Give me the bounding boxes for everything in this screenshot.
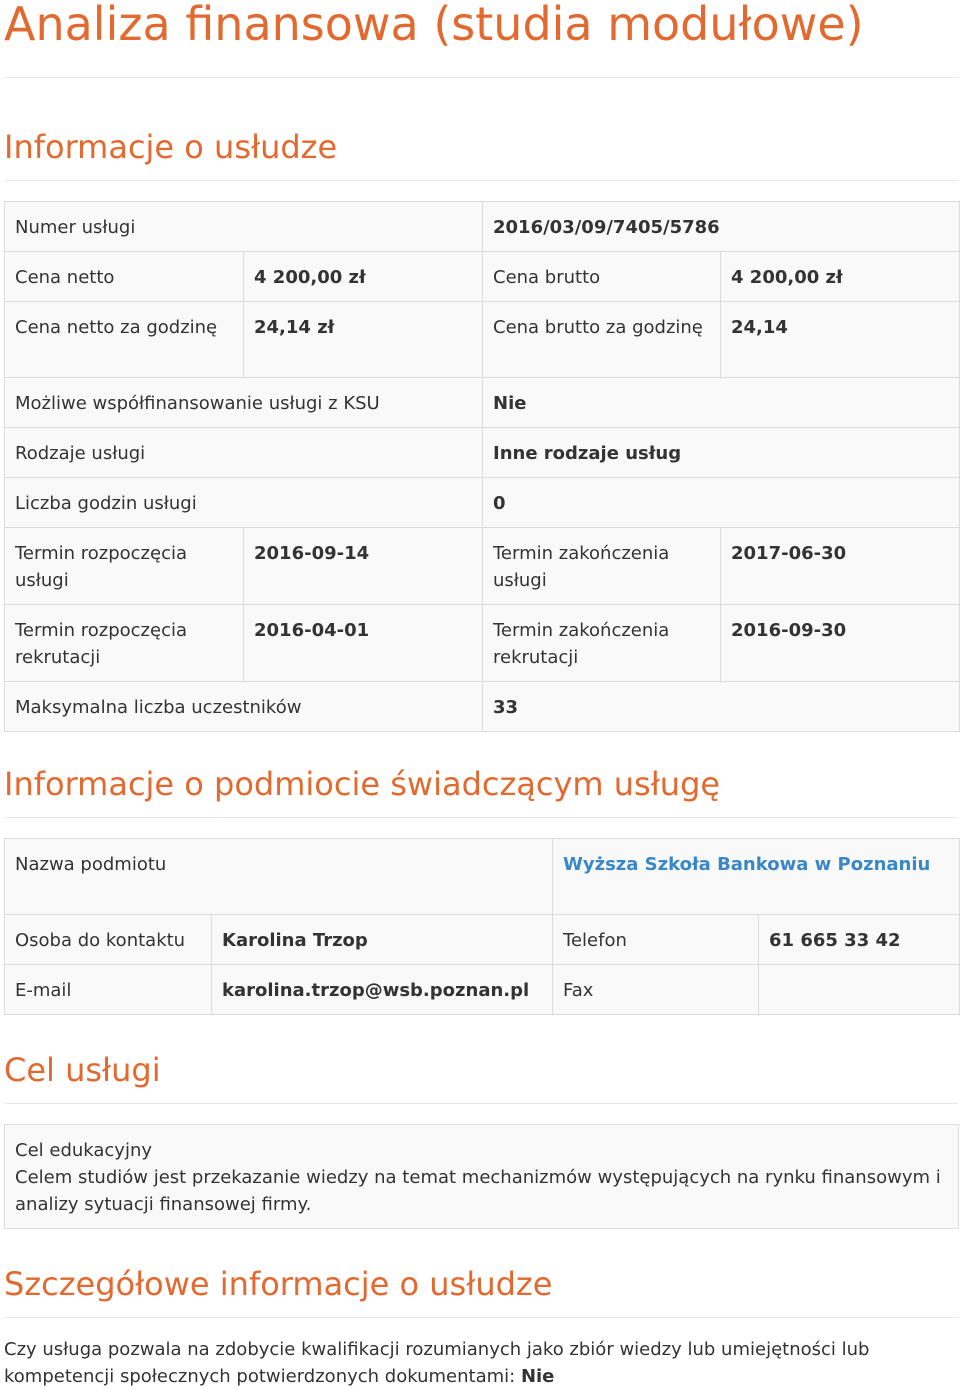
cena-brutto-h-label: Cena brutto za godzinę bbox=[483, 302, 721, 378]
cena-netto-label: Cena netto bbox=[5, 252, 244, 302]
nazwa-label: Nazwa podmiotu bbox=[5, 839, 553, 915]
provider-heading: Informacje o podmiocie świadczącym usługę bbox=[4, 765, 721, 803]
rodzaje-value: Inne rodzaje usług bbox=[483, 428, 960, 478]
row-termin-uslugi bbox=[5, 528, 960, 605]
rek-start-label: Termin rozpoczęcia rekrutacji bbox=[5, 605, 244, 682]
goal-box bbox=[4, 1124, 959, 1229]
fax-value bbox=[759, 965, 960, 1015]
row-termin-rekrutacji bbox=[5, 605, 960, 682]
title-divider bbox=[4, 77, 958, 78]
cena-netto-h-value: 24,14 zł bbox=[244, 302, 483, 378]
numer-label: Numer usługi bbox=[5, 202, 483, 252]
end-value: 2017-06-30 bbox=[721, 528, 960, 605]
provider-divider bbox=[4, 817, 958, 818]
godziny-value: 0 bbox=[483, 478, 960, 528]
cena-netto-h-label: Cena netto za godzinę bbox=[5, 302, 244, 378]
row-godziny bbox=[5, 478, 960, 528]
row-email bbox=[5, 965, 960, 1015]
row-max bbox=[5, 682, 960, 732]
details-question bbox=[4, 1336, 944, 1390]
email-label: E-mail bbox=[5, 965, 212, 1015]
row-rodzaje bbox=[5, 428, 960, 478]
provider-name-link[interactable]: Wyższa Szkoła Bankowa w Poznaniu bbox=[553, 839, 960, 915]
details-question-text: Czy usługa pozwala na zdobycie kwalifikacji rozumianych jako zbiór wiedzy lub umiejętności lub kompetencji społecznych potwierdzonych dokumentami: bbox=[4, 1339, 870, 1387]
max-label: Maksymalna liczba uczestników bbox=[5, 682, 483, 732]
goal-divider bbox=[4, 1103, 958, 1104]
ksu-label: Możliwe współfinansowanie usługi z KSU bbox=[5, 378, 483, 428]
page-title: Analiza finansowa (studia modułowe) bbox=[4, 0, 864, 51]
details-answer: Nie bbox=[520, 1366, 555, 1387]
cena-brutto-label: Cena brutto bbox=[483, 252, 721, 302]
row-kontakt bbox=[5, 915, 960, 965]
row-ksu bbox=[5, 378, 960, 428]
cena-brutto-h-value: 24,14 bbox=[721, 302, 960, 378]
ksu-value: Nie bbox=[483, 378, 960, 428]
rek-end-label: Termin zakończenia rekrutacji bbox=[483, 605, 721, 682]
fax-label: Fax bbox=[553, 965, 759, 1015]
start-label: Termin rozpoczęcia usługi bbox=[5, 528, 244, 605]
end-label: Termin zakończenia usługi bbox=[483, 528, 721, 605]
row-numer bbox=[5, 202, 960, 252]
provider-table bbox=[4, 838, 960, 1015]
rek-end-value: 2016-09-30 bbox=[721, 605, 960, 682]
cena-netto-value: 4 200,00 zł bbox=[244, 252, 483, 302]
service-info-table bbox=[4, 201, 960, 732]
details-heading: Szczegółowe informacje o usłudze bbox=[4, 1265, 553, 1303]
service-info-divider bbox=[4, 180, 958, 181]
row-nazwa bbox=[5, 839, 960, 915]
max-value: 33 bbox=[483, 682, 960, 732]
email-value: karolina.trzop@wsb.poznan.pl bbox=[212, 965, 553, 1015]
numer-value: 2016/03/09/7405/5786 bbox=[483, 202, 960, 252]
rek-start-value: 2016-04-01 bbox=[244, 605, 483, 682]
row-cena-godzina bbox=[5, 302, 960, 378]
details-divider bbox=[4, 1317, 958, 1318]
service-info-heading: Informacje o usłudze bbox=[4, 128, 338, 166]
row-cena bbox=[5, 252, 960, 302]
start-value: 2016-09-14 bbox=[244, 528, 483, 605]
goal-text: Celem studiów jest przekazanie wiedzy na temat mechanizmów występujących na rynku finansowym i analizy sytuacji finansowej firmy. bbox=[15, 1167, 941, 1215]
goal-label: Cel edukacyjny bbox=[15, 1140, 153, 1161]
telefon-value: 61 665 33 42 bbox=[759, 915, 960, 965]
kontakt-value: Karolina Trzop bbox=[212, 915, 553, 965]
godziny-label: Liczba godzin usługi bbox=[5, 478, 483, 528]
kontakt-label: Osoba do kontaktu bbox=[5, 915, 212, 965]
cena-brutto-value: 4 200,00 zł bbox=[721, 252, 960, 302]
telefon-label: Telefon bbox=[553, 915, 759, 965]
goal-heading: Cel usługi bbox=[4, 1051, 161, 1089]
rodzaje-label: Rodzaje usługi bbox=[5, 428, 483, 478]
